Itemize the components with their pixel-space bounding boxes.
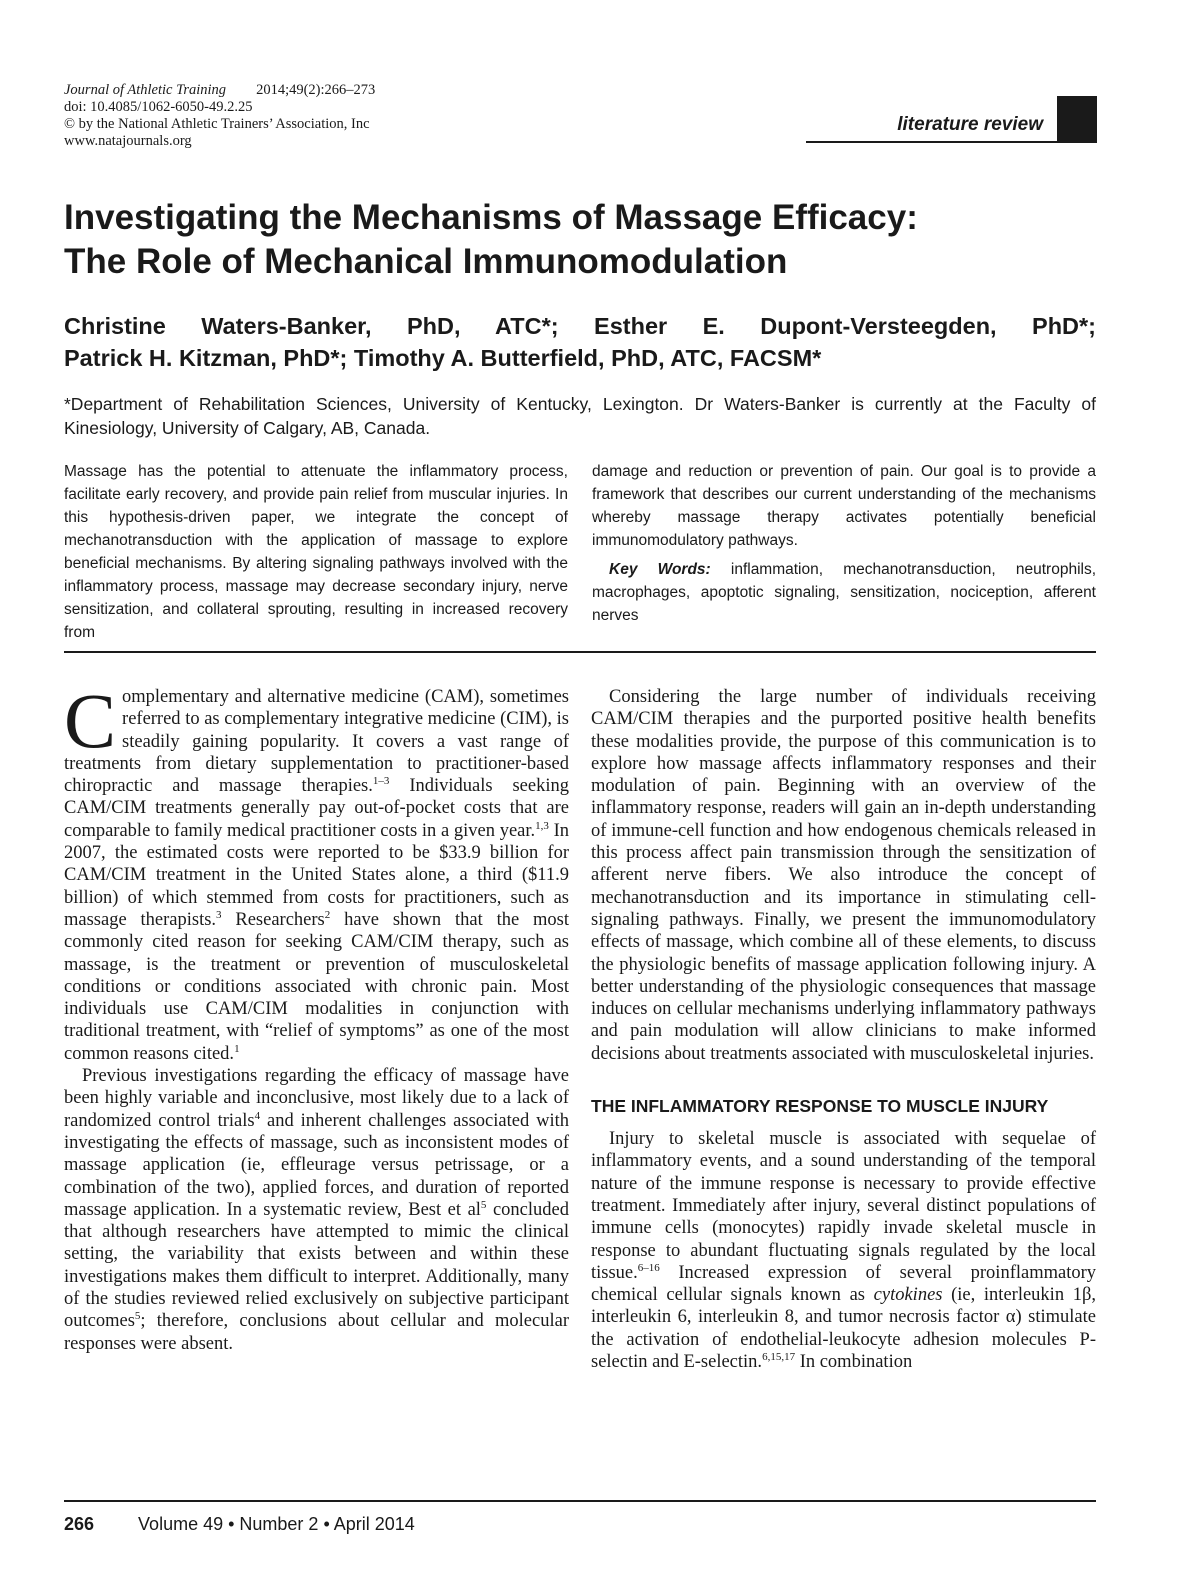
body-paragraph bbox=[64, 677, 569, 1065]
authors-line-1: Christine Waters-Banker, PhD, ATC*; Esther E. Dupont-Versteegden, PhD*; bbox=[64, 313, 1096, 339]
abstract-text-right: damage and reduction or prevention of pain. Our goal is to provide a framework that describes our current understanding of the mechanisms whereby massage therapy activates potentially beneficial immunomodulatory pathways. bbox=[592, 463, 1096, 549]
body-column-right bbox=[591, 686, 1096, 1373]
abstract bbox=[64, 460, 1097, 641]
drop-cap: C bbox=[64, 677, 117, 764]
section-tag-rule bbox=[806, 141, 1097, 143]
journal-citation-line bbox=[64, 82, 375, 99]
journal-citation: 2014;49(2):266–273 bbox=[256, 82, 376, 98]
body-column-left bbox=[64, 677, 570, 1355]
citation-superscript: 6–16 bbox=[637, 1261, 660, 1274]
footer-divider bbox=[64, 1500, 1096, 1502]
journal-masthead bbox=[64, 82, 375, 150]
citation-superscript: 3 bbox=[216, 908, 222, 921]
citation-superscript: 5 bbox=[134, 1310, 141, 1323]
issue-info: Volume 49 • Number 2 • April 2014 bbox=[138, 1514, 415, 1534]
body-paragraph bbox=[64, 1065, 569, 1355]
abstract-divider bbox=[64, 651, 1096, 653]
paragraph-text: omplementary and alternative medicine (CAM), sometimes referred to as complementary integrative medicine (CIM), is steadily gaining popularity. It covers a vast range of treatments from dietary supplementation to practitioner-based chiropractic and massage therapies.$^{1-3}$ Individuals seeking CAM/CIM treatments generally pay out-of-pocket costs that are comparable to family medical practitioner costs in a given year.$^{1,3}$ In 2007, the estimated costs were reported to be $33.9 billion for CAM/CIM treatment in the United States alone, a third ($11.9 billion) of which stemmed from costs for practitioners, such as massage therapists.$^3$ Researchers$^2$ have shown that the most commonly cited reason for seeking CAM/CIM therapy, such as massage, is the treatment or prevention of musculoskeletal conditions or conditions associated with chronic pain. Most individuals use CAM/CIM modalities in conjunction with traditional treatment, with “relief of symptoms” as one of the most common reasons cited.$^1$ bbox=[64, 687, 569, 1064]
author-list bbox=[64, 310, 1096, 374]
citation-superscript: 6,15,17 bbox=[762, 1350, 796, 1363]
abstract-column-right bbox=[592, 460, 1096, 627]
title-line-1: Investigating the Mechanisms of Massage Efficacy: bbox=[64, 198, 918, 237]
paragraph-text: Injury to skeletal muscle is associated with sequelae of inflammatory events, and a sound understanding of the temporal nature of the immune response is necessary to provide effective treatment. Immediately after injury, several distinct populations of immune cells (monocytes) rapidly invade skeletal muscle in response to abundant fluctuating signals regulated by the local tissue.$^{6-16}$ Increased expression of several proinflammatory chemical cellular signals known as cytokines (ie, interleukin 1β, interleukin 6, interleukin 8, and tumor necrosis factor α) stimulate the activation of endothelial-leukocyte adhesion molecules P-selectin and E-selectin.$^{6,15,17}$ In combination bbox=[591, 1129, 1097, 1373]
abstract-column-left bbox=[64, 460, 568, 644]
article-title bbox=[64, 196, 1104, 284]
citation-superscript: 1,3 bbox=[535, 819, 549, 832]
affiliation: *Department of Rehabilitation Sciences, University of Kentucky, Lexington. Dr Waters-Banker is currently at the Faculty of Kinesiology, University of Calgary, AB, Canada. bbox=[64, 394, 1096, 438]
italic-term: cytokines bbox=[873, 1285, 943, 1306]
citation-superscript: 2 bbox=[324, 908, 331, 921]
citation-superscript: 5 bbox=[480, 1198, 487, 1211]
section-label: literature review bbox=[897, 114, 1043, 135]
section-tag bbox=[806, 96, 1097, 143]
page-footer bbox=[64, 1514, 415, 1535]
section-tag-block bbox=[1057, 96, 1097, 143]
body-paragraph bbox=[591, 686, 1096, 1065]
doi: doi: 10.4085/1062-6050-49.2.25 bbox=[64, 99, 253, 115]
abstract-text-left: Massage has the potential to attenuate the inflammatory process, facilitate early recovery, and provide pain relief from muscular injuries. In this hypothesis-driven paper, we integrate the concept of mechanotransduction with the application of massage to explore beneficial mechanisms. By altering signaling pathways involved with the inflammatory process, massage may decrease secondary injury, nerve sensitization, and collateral sprouting, resulting in increased recovery from bbox=[64, 463, 568, 641]
copyright: © by the National Athletic Trainers’ Association, Inc bbox=[64, 116, 370, 132]
section-heading: THE INFLAMMATORY RESPONSE TO MUSCLE INJURY bbox=[591, 1096, 1049, 1117]
keywords-label: Key Words: bbox=[609, 561, 711, 578]
journal-url[interactable]: www.natajournals.org bbox=[64, 133, 192, 149]
paragraph-text: Previous investigations regarding the efficacy of massage have been highly variable and inconclusive, most likely due to a lack of randomized control trials$^4$ and inherent challenges associated with investigating the effects of massage, such as inconsistent modes of massage application (ie, effleurage versus petrissage, or a combination of the two), applied forces, and duration of reported massage application. In a systematic review, Best et $al^5$ concluded that although researchers have attempted to mimic the clinical setting, the variability that exists between and within these investigations makes them difficult to interpret. Additionally, many of the studies reviewed relied exclusively on subjective participant outcomes$^5$; therefore, conclusions about cellular and molecular responses were absent. bbox=[64, 1066, 570, 1354]
citation-superscript: 1 bbox=[234, 1042, 240, 1055]
citation-superscript: 4 bbox=[254, 1109, 261, 1122]
title-line-2: The Role of Mechanical Immunomodulation bbox=[64, 242, 788, 281]
keywords-list: inflammation, mechanotransduction, neutrophils, macrophages, apoptotic signaling, sensitization, nociception, afferent nerves bbox=[592, 561, 1097, 624]
journal-name: Journal of Athletic Training bbox=[64, 82, 227, 98]
paragraph-text: Considering the large number of individuals receiving CAM/CIM therapies and the purported positive health benefits these modalities provide, the purpose of this communication is to explore how massage affects inflammatory responses and their modulation of pain. Beginning with an overview of the inflammatory response, readers will gain an in-depth understanding of immune-cell function and how endogenous chemicals released in this process affect pain transmission through the sensitization of afferent nerve fibers. We also introduce the concept of mechanotransduction and its importance in stimulating cell-signaling pathways. Finally, we present the immunomodulatory effects of massage, which combine all of these elements, to discuss the physiologic benefits of massage application following injury. A better understanding of the physiologic consequences that massage induces on cellular mechanisms underlying inflammatory pathways and pain modulation will allow clinicians to make informed decisions about treatments associated with musculoskeletal injuries. bbox=[591, 687, 1096, 1064]
body-paragraph bbox=[591, 1128, 1096, 1373]
authors-line-2: Patrick H. Kitzman, PhD*; Timothy A. Butterfield, PhD, ATC, FACSM* bbox=[64, 345, 822, 371]
keywords bbox=[592, 558, 1096, 627]
citation-superscript: 1–3 bbox=[372, 775, 390, 788]
page-number: 266 bbox=[64, 1514, 95, 1534]
